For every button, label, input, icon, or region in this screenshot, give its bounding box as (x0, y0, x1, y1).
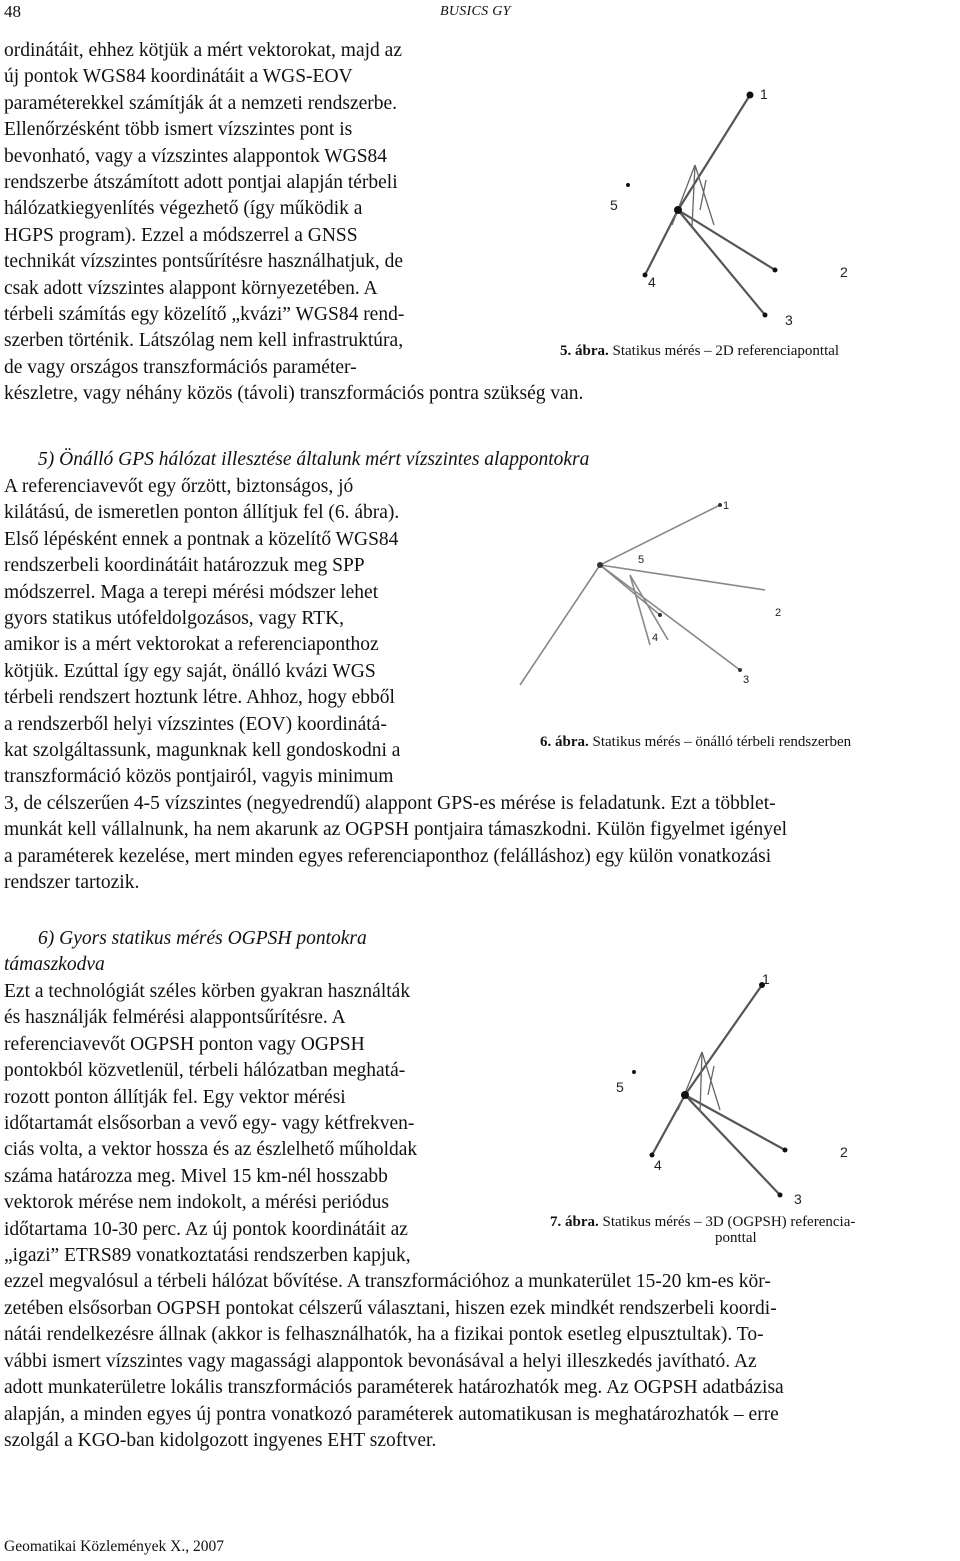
figure-5-caption (560, 342, 839, 360)
text-line: bevonható, vagy a vízszintes alappontok WGS84 (4, 145, 388, 167)
point-label: 1 (760, 86, 768, 102)
point-label: 5 (616, 1079, 624, 1095)
text-line: referenciavevőt OGPSH ponton vagy OGPSH (4, 1033, 365, 1055)
text-line: pontokból közvetlenül, térbeli hálózatban meghatá- (4, 1060, 406, 1082)
text-line: Ezt a technológiát széles körben gyakran használták (4, 981, 411, 1002)
text-line: módszerrel. Maga a terepi mérési módszer lehet (4, 581, 379, 603)
text-line: ezzel megvalósul a térbeli hálózat bővítése. A transzformációhoz a munkaterület 15-20 km-es kör- (4, 1271, 771, 1293)
point-label: 2 (840, 264, 848, 280)
figure-7-caption (550, 1213, 940, 1247)
caption-text: Statikus mérés – 3D (OGPSH) referencia- (602, 1214, 856, 1230)
text-line: időtartamát elsősorban a vevő egy- vagy kétfrekven- (4, 1113, 415, 1135)
text-line: transzformáció közös pontjairól, vagyis minimum (4, 766, 394, 788)
heading-line: támaszkodva (4, 954, 105, 976)
text-line: kat szolgáltassunk, magunknak kell gondoskodni a (4, 740, 401, 762)
point-label: 4 (648, 274, 656, 290)
figure-number: 5. ábra. (560, 343, 609, 359)
text-line: 3, de célszerűen 4-5 vízszintes (negyedrendű) alappont GPS-es mérése is feladatunk. Ezt a többlet- (4, 792, 776, 814)
paragraph-2 (4, 474, 956, 897)
running-head: BUSICS GY (440, 4, 511, 19)
section-5-heading: 5) Önálló GPS hálózat illesztése általunk mért vízszintes alappontokra (38, 449, 590, 470)
text-line: hálózatkiegyenlítés végezhető (így működik a (4, 198, 363, 220)
text-line: a paraméterek kezelése, mert minden egyes referenciaponthoz (felálláshoz) egy külön vonatkozási (4, 845, 772, 867)
point-label: 4 (654, 1157, 662, 1173)
text-line: és használják felmérési alappontsűrítésre. A (4, 1007, 346, 1029)
text-line: szolgál a KGO-ban kidolgozott ingyenes EHT szoftver. (4, 1429, 437, 1451)
text-line: kilátású, de ismeretlen ponton állítjuk fel (6. ábra). (4, 502, 400, 524)
text-line: csak adott vízszintes alappont környezetében. A (4, 277, 378, 299)
text-line: alapján, a minden egyes új pontra vonatkozó paraméterek automatikusan is meghatározhatók – erre (4, 1403, 779, 1425)
point-label: 2 (840, 1144, 848, 1160)
text-line: száma határozza meg. Mivel 15 km-nél hosszabb (4, 1165, 388, 1187)
text-line: ordinátáit, ehhez kötjük a mért vektorokat, majd az (4, 40, 402, 61)
figure-number: 6. ábra. (540, 734, 589, 750)
text-line: munkát kell vállalnunk, ha nem akarunk az OGPSH pontjaira támaszkodni. Külön figyelmet igényel (4, 819, 788, 841)
text-line: a rendszerből helyi vízszintes (EOV) koordinátá- (4, 713, 387, 735)
caption-text: Statikus mérés – önálló térbeli rendszerben (592, 734, 852, 750)
text-line: „igazi” ETRS89 vonatkoztatási rendszerben kapjuk, (4, 1245, 411, 1267)
text-line: kötjük. Ezúttal így egy saját, önálló kvázi WGS (4, 660, 376, 682)
text-line: szerben történik. Látszólag nem kell infrastruktúra, (4, 330, 404, 352)
text-line: készletre, vagy néhány közös (távoli) transzformációs pontra szükség van. (4, 383, 584, 405)
text-line: technikát vízszintes pontsűrítésre használhatjuk, de (4, 251, 404, 273)
text-line: de vagy országos transzformációs paraméter- (4, 356, 357, 378)
caption-text-line-2: ponttal (715, 1230, 757, 1246)
point-label: 5 (610, 197, 618, 213)
text-line: új pontok WGS84 koordinátáit a WGS-EOV (4, 66, 353, 88)
text-line: rendszerbeli koordinátáit határozzuk meg SPP (4, 555, 365, 577)
point-label: 2 (775, 607, 782, 619)
text-line: adott munkaterületre lokális transzformációs paraméterek határozhatók meg. Az OGPSH adatbázisa (4, 1377, 784, 1399)
figure-6-diagram (510, 495, 782, 715)
point-label: 1 (723, 500, 730, 512)
heading-line: 6) Gyors statikus mérés OGPSH pontokra (38, 928, 367, 949)
text-line: zetében elsősorban OGPSH pontokat célszerű választani, hiszen ezek mindkét rendszerbeli koordi- (4, 1297, 777, 1319)
point-label: 1 (762, 971, 770, 987)
figure-number: 7. ábra. (550, 1214, 599, 1230)
point-label: 3 (743, 674, 750, 686)
text-line: vábbi ismert vízszintes vagy magassági alappontok bevonásával a helyi illeszkedés javítható. Az (4, 1350, 757, 1372)
point-label: 3 (794, 1191, 802, 1207)
point-label: 4 (652, 632, 659, 644)
figure-6-caption (540, 733, 851, 751)
point-label: 3 (785, 312, 793, 328)
paragraph-1 (4, 38, 583, 408)
text-line: Ellenőrzésként több ismert vízszintes pont is (4, 119, 353, 141)
point-label: 5 (638, 554, 645, 566)
page-number: 48 (4, 2, 21, 21)
text-line: térbeli rendszert hoztunk létre. Ahhoz, hogy ebből (4, 687, 395, 709)
text-line: térbeli számítás egy közelítő „kvázi” WGS84 rend- (4, 304, 405, 326)
text-line: rendszerbe átszámított adott pontjai alapján térbeli (4, 172, 398, 194)
text-line: vektorok mérése nem indokolt, a mérési periódus (4, 1192, 390, 1214)
text-line: HGPS program). Ezzel a módszerrel a GNSS (4, 224, 358, 246)
caption-text: Statikus mérés – 2D referenciaponttal (612, 343, 840, 359)
footer: Geomatikai Közlemények X., 2007 (4, 1538, 224, 1555)
figure-5-diagram (600, 75, 880, 345)
text-line: amikor is a mért vektorokat a referenciaponthoz (4, 634, 379, 656)
text-line: Első lépésként ennek a pontnak a közelítő WGS84 (4, 528, 399, 550)
text-line: nátái rendelkezésre állnak (akkor is felhasználhatók, ha a fizikai pontok esetleg elpusztultak). To- (4, 1324, 764, 1346)
text-line: rendszer tartozik. (4, 872, 140, 894)
text-line: gyors statikus utófeldolgozásos, vagy RTK, (4, 608, 345, 630)
figure-7-diagram (610, 970, 870, 1210)
text-line: ciás volta, a vektor hossza és az észlelhető műholdak (4, 1139, 418, 1161)
section-6-heading (4, 926, 506, 979)
text-line: rozott ponton állítják fel. Egy vektor mérési (4, 1086, 346, 1108)
text-line: paraméterekkel számítják át a nemzeti rendszerbe. (4, 92, 398, 114)
text-line: időtartama 10-30 perc. Az új pontok koordinátáit az (4, 1218, 408, 1240)
text-line: A referenciavevőt egy őrzött, biztonságos, jó (4, 476, 354, 497)
